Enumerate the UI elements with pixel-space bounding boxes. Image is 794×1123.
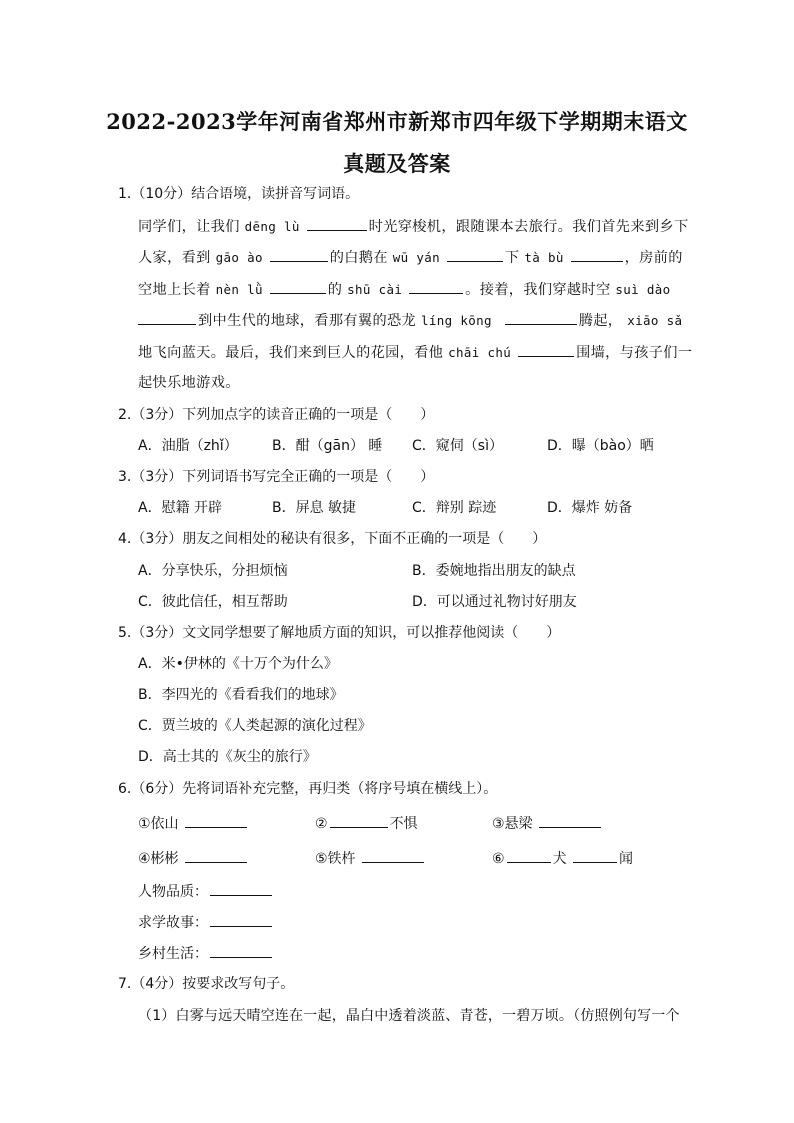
doc-title-line1: 2022-2023学年河南省郑州市新郑市四年级下学期期末语文 xyxy=(106,109,688,134)
q6-category-3: 乡村生活： xyxy=(138,943,274,964)
q1-heading: 1.（10分）结合语境，读拼音写词语。 xyxy=(118,186,360,202)
q4-option-a[interactable]: A．分享快乐，分担烦恼 xyxy=(138,563,288,579)
answer-blank[interactable] xyxy=(507,848,551,863)
q5-option-a[interactable]: A．米•伊林的《十万个为什么》 xyxy=(138,656,338,672)
answer-blank[interactable] xyxy=(409,279,463,294)
q6-item-4: ④彬彬 xyxy=(138,848,249,869)
q5-option-d[interactable]: D．高士其的《灰尘的旅行》 xyxy=(138,749,317,765)
q7-heading: 7.（4分）按要求改写句子。 xyxy=(118,976,295,992)
q3-option-c[interactable]: C．辩别 踪迹 xyxy=(412,500,497,516)
q4-option-c[interactable]: C．彼此信任，相互帮助 xyxy=(138,594,288,610)
pinyin-6: shū cài xyxy=(347,282,403,297)
q2-option-d[interactable]: D．曝（bào）晒 xyxy=(547,438,654,454)
q5-option-c[interactable]: C．贾兰坡的《人类起源的演化过程》 xyxy=(138,718,372,734)
answer-blank[interactable] xyxy=(307,216,367,231)
pinyin-9: xiāo sǎ xyxy=(627,313,683,328)
answer-blank[interactable] xyxy=(539,813,601,828)
answer-blank[interactable] xyxy=(210,943,272,958)
q4-heading: 4.（3分）朋友之间相处的秘诀有很多，下面不正确的一项是（ ） xyxy=(118,531,547,547)
answer-blank[interactable] xyxy=(447,247,503,262)
answer-blank[interactable] xyxy=(138,310,196,325)
pinyin-7: suì dào xyxy=(615,282,671,297)
q6-item-3: ③悬梁 xyxy=(492,813,603,834)
pinyin-3: wū yán xyxy=(392,250,441,265)
pinyin-10: chāi chú xyxy=(448,345,512,360)
q3-option-a[interactable]: A．慰籍 开辟 xyxy=(138,500,223,516)
q6-category-2: 求学故事： xyxy=(138,912,274,933)
answer-blank[interactable] xyxy=(573,848,617,863)
q2-option-a[interactable]: A．油脂（zhǐ） xyxy=(138,438,238,454)
q5-option-b[interactable]: B．李四光的《看看我们的地球》 xyxy=(138,687,344,703)
q5-heading: 5.（3分）文文同学想要了解地质方面的知识，可以推荐他阅读（ ） xyxy=(118,625,561,641)
q2-heading: 2.（3分）下列加点字的读音正确的一项是（ ） xyxy=(118,407,435,423)
pinyin-8: líng kōng xyxy=(420,313,492,328)
doc-title-line2: 真题及答案 xyxy=(343,151,451,176)
answer-blank[interactable] xyxy=(571,247,623,262)
q3-option-d[interactable]: D．爆炸 妨备 xyxy=(547,500,633,516)
q6-item-2: ② 不惧 xyxy=(315,813,418,834)
pinyin-4: tà bù xyxy=(524,250,564,265)
answer-blank[interactable] xyxy=(330,813,388,828)
answer-blank[interactable] xyxy=(518,342,574,357)
q1-line-1: 同学们，让我们 dēng lù 时光穿梭机，跟随课本去旅行。我们首先来到乡下 xyxy=(138,216,688,237)
q3-option-b[interactable]: B．屏息 敏捷 xyxy=(272,500,357,516)
q4-option-d[interactable]: D．可以通过礼物讨好朋友 xyxy=(412,594,577,610)
q1-line-6: 起快乐地游戏。 xyxy=(138,375,240,391)
q6-item-1: ①依山 xyxy=(138,813,249,834)
q7-sentence-1: （1）白雾与远天晴空连在一起，晶白中透着淡蓝、青苍，一碧万顷。（仿照例句写一个 xyxy=(138,1008,680,1024)
q3-heading: 3.（3分）下列词语书写完全正确的一项是（ ） xyxy=(118,469,435,485)
q2-option-b[interactable]: B．酣（gān） 睡 xyxy=(272,438,383,454)
q1-line-3: 空地上长着 nèn lǜ 的 shū cài 。接着，我们穿越时空 suì dào xyxy=(138,279,671,300)
q6-category-1: 人物品质： xyxy=(138,881,274,902)
answer-blank[interactable] xyxy=(270,247,328,262)
q1-line-2: 人家，看到 gāo ào 的白鹅在 wū yán 下 tà bù ，房前的 xyxy=(138,247,683,268)
answer-blank[interactable] xyxy=(270,279,326,294)
pinyin-2: gāo ào xyxy=(215,250,263,265)
answer-blank[interactable] xyxy=(210,912,272,927)
q1-line-5: 地飞向蓝天。最后，我们来到巨人的花园，看他 chāi chú 围墙，与孩子们一 xyxy=(138,342,692,363)
q2-option-c[interactable]: C．窥伺（sì） xyxy=(412,438,503,454)
q4-option-b[interactable]: B．委婉地指出朋友的缺点 xyxy=(412,563,576,579)
answer-blank[interactable] xyxy=(185,848,247,863)
q6-item-6: ⑥ 犬 闻 xyxy=(492,848,633,869)
q6-item-5: ⑤铁杵 xyxy=(315,848,426,869)
q1-line-4: 到中生代的地球，看那有翼的恐龙 líng kōng 腾起， xiāo sǎ xyxy=(138,310,682,331)
answer-blank[interactable] xyxy=(185,813,247,828)
answer-blank[interactable] xyxy=(362,848,424,863)
pinyin-5: nèn lǜ xyxy=(215,282,263,297)
answer-blank[interactable] xyxy=(210,881,272,896)
pinyin-1: dēng lù xyxy=(244,219,300,234)
answer-blank[interactable] xyxy=(505,310,577,325)
q6-heading: 6.（6分）先将词语补充完整，再归类（将序号填在横线上）。 xyxy=(118,781,498,797)
